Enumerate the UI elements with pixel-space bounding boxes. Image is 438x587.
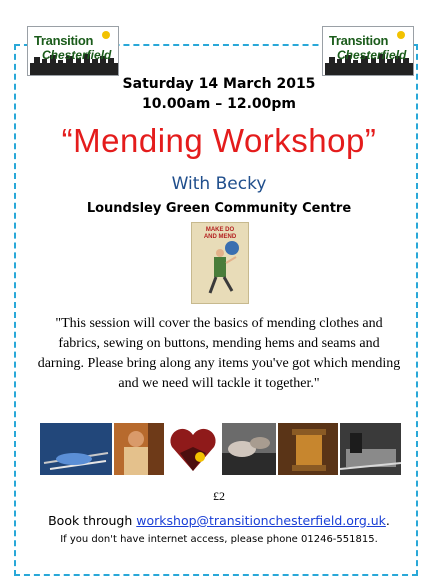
- logo-text-line2: Chesterfield: [337, 48, 407, 62]
- heart-mending-photo: [166, 423, 220, 475]
- event-title: “Mending Workshop”: [61, 122, 377, 159]
- event-date: Saturday 14 March 2015: [122, 76, 316, 92]
- sewing-figure-icon: [192, 223, 249, 304]
- thread-spool-photo: [278, 423, 338, 475]
- make-do-and-mend-poster: [191, 222, 249, 304]
- logo-text-line2: Chesterfield: [42, 48, 112, 62]
- photo-strip: [40, 423, 401, 475]
- booking-suffix: .: [385, 513, 390, 528]
- logo-text-line1: Transition: [34, 33, 94, 48]
- booking-line: [0, 513, 438, 528]
- booking-email-link[interactable]: workshop@transitionchesterfield.org.uk: [136, 513, 386, 528]
- poster-text-line2: AND MEND: [203, 234, 237, 240]
- event-venue: Loundsley Green Community Centre: [86, 201, 352, 216]
- sewing-woman-painting-photo: [114, 423, 164, 475]
- transition-chesterfield-logo-right: [322, 26, 414, 76]
- workshop-description: "This session will cover the basics of mending clothes and fabrics, sewing on buttons, mending hems and seams and darning. Please bring along any items you've got which mending and we need will tackle it together.": [37, 316, 401, 391]
- phone-note: If you don't have internet access, please phone 01246-551815.: [60, 534, 378, 545]
- hands-sewing-photo: [222, 423, 276, 475]
- poster-text-line1: MAKE DO: [205, 227, 235, 233]
- logo-text-line1: Transition: [329, 33, 389, 48]
- sewing-machine-photo: [340, 423, 401, 475]
- event-time: 10.00am – 12.00pm: [142, 96, 296, 112]
- knitting-needles-photo: [40, 423, 112, 475]
- event-host: With Becky: [171, 174, 267, 194]
- price: £2: [213, 489, 225, 503]
- booking-prefix: Book through: [48, 513, 137, 528]
- transition-chesterfield-logo-left: [27, 26, 119, 76]
